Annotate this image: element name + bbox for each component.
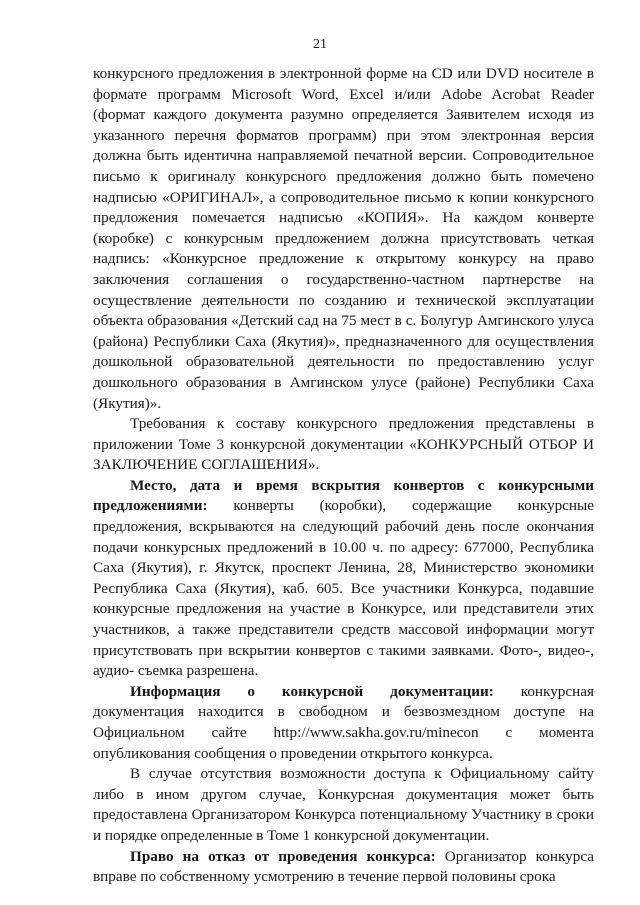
paragraph-requirements xyxy=(93,414,594,476)
paragraph-text: конкурсного предложения в электронной форме на CD или DVD носителе в формате программ Microsoft Word, Excel и/или Adobe Acrobat Reader (формат каждого документа разумно определяется Заявителем исходя из указанного перечня форматов программ) при этом электронная версия должна быть идентична направляемой печатной версии. Сопроводительное письмо к оригиналу конкурсного предложения должно быть помечено надписью «ОРИГИНАЛ», а сопроводительное письмо к копии конкурсного предложения помечается надписью «КОПИЯ». На каждом конверте (коробке) с конкурсным предложением должна присутствовать четкая надпись: «Конкурсное предложение к открытому конкурсу на право заключения соглашения о государственно-частном партнерстве на осуществление деятельности по созданию и технической эксплуатации объекта образования «Детский сад на 75 мест в с. Болугур Амгинского улуса (района) Республики Саха (Якутия)», предназначенного для осуществления дошкольной образовательной деятельности по предоставлению услуг дошкольного образования в Амгинском улусе (районе) Республики Саха (Якутия)». xyxy=(93,65,594,412)
paragraph-documentation-info xyxy=(93,682,594,764)
paragraph-text: конверты (коробки), содержащие конкурсные предложения, вскрываются на следующий рабочий день после окончания подачи конкурсных предложений в 10.00 ч. по адресу: 677000, Республика Саха (Якутия), г. Якутск, проспект Ленина, 28, Министерство экономики Республика Саха (Якутия), каб. 605. Все участники Конкурса, подавшие конкурсные предложения на участие в Конкурсе, или представители этих участников, а также представители средств массовой информации могут присутствовать при вскрытии конвертов с такими заявками. Фото-, видео-, аудио- съемка разрешена. xyxy=(93,497,594,680)
paragraph-heading: Место, дата и время вскрытия конвертов с конкурсными предложениями: xyxy=(93,476,594,515)
paragraph-text: В случае отсутствия возможности доступа к Официальному сайту либо в ином другом случае, Конкурсная документация может быть предоставлена Организатором Конкурса потенциальному Участнику в сроки и порядке определенные в Томе 1 конкурсной документации. xyxy=(93,765,594,844)
paragraph-opening-place-date xyxy=(93,476,594,682)
paragraph-right-to-cancel xyxy=(93,847,594,888)
paragraph-submission-format xyxy=(93,64,594,414)
paragraph-text: Организатор конкурса вправе по собственному усмотрению в течение первой половины срока xyxy=(93,847,594,886)
paragraph-no-access-case xyxy=(93,764,594,846)
paragraph-text: конкурсная документация находится в свободном и безвозмездном доступе на Официальном сайте http://www.sakha.gov.ru/minecon с момента опубликования сообщения о проведении открытого конкурса. xyxy=(93,682,594,762)
paragraph-text: Требования к составу конкурсного предложения представлены в приложении Томе 3 конкурсной документации «КОНКУРСНЫЙ ОТБОР И ЗАКЛЮЧЕНИЕ СОГЛАШЕНИЯ». xyxy=(93,415,594,474)
document-body xyxy=(93,64,594,888)
paragraph-heading: Информация о конкурсной документации: xyxy=(130,682,494,700)
paragraph-heading: Право на отказ от проведения конкурса: xyxy=(130,847,436,865)
page-number: 21 xyxy=(313,37,327,52)
